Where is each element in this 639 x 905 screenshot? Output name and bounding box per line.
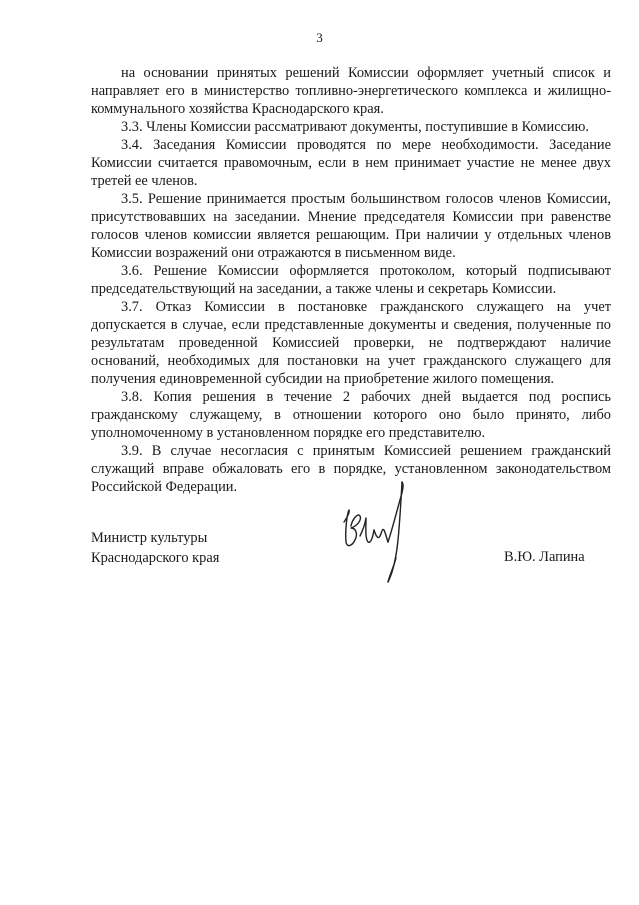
page-number: 3 bbox=[316, 30, 323, 45]
paragraph-3-7: 3.7. Отказ Комиссии в постановке гражданского служащего на учет допускается в случае, если представленные документы и сведения, полученные по результатам проведенной Комиссией проверки, не подтверждают наличие оснований, необходимых для постановки на учет гражданского служащего для получения единовременной субсидии на приобретение жилого помещения. bbox=[91, 299, 611, 387]
signatory-title-line2: Краснодарского края bbox=[91, 550, 220, 566]
handwritten-signature bbox=[330, 470, 420, 590]
paragraph-continuation: на основании принятых решений Комиссии оформляет учетный список и направляет его в министерство топливно-энергетического комплекса и жилищно-коммунального хозяйства Краснодарского края. bbox=[91, 65, 611, 117]
signatory-title bbox=[91, 528, 219, 568]
signatory-title-line1: Министр культуры bbox=[91, 530, 208, 546]
document-body bbox=[91, 64, 611, 496]
paragraph-3-5: 3.5. Решение принимается простым большинством голосов членов Комиссии, присутствовавших на заседании. Мнение председателя Комиссии при равенстве голосов членов комиссии является решающим. При наличии у отдельных членов Комиссии возражений они отражаются в письменном виде. bbox=[91, 191, 611, 261]
paragraph-3-4: 3.4. Заседания Комиссии проводятся по мере необходимости. Заседание Комиссии считается правомочным, если в нем принимает участие не менее двух третей ее членов. bbox=[91, 137, 611, 189]
paragraph-3-9: 3.9. В случае несогласия с принятым Комиссией решением гражданский служащий вправе обжаловать его в порядке, установленном законодательством Российской Федерации. bbox=[91, 443, 611, 495]
paragraph-3-3: 3.3. Члены Комиссии рассматривают документы, поступившие в Комиссию. bbox=[121, 119, 590, 135]
signatory-name: В.Ю. Лапина bbox=[504, 549, 585, 565]
paragraph-3-8: 3.8. Копия решения в течение 2 рабочих дней выдается под роспись гражданскому служащему, в отношении которого оно было принято, либо уполномоченному в установленном порядке его представителю. bbox=[91, 389, 611, 441]
paragraph-3-6: 3.6. Решение Комиссии оформляется протоколом, который подписывают председательствующий на заседании, а также члены и секретарь Комиссии. bbox=[91, 263, 611, 297]
